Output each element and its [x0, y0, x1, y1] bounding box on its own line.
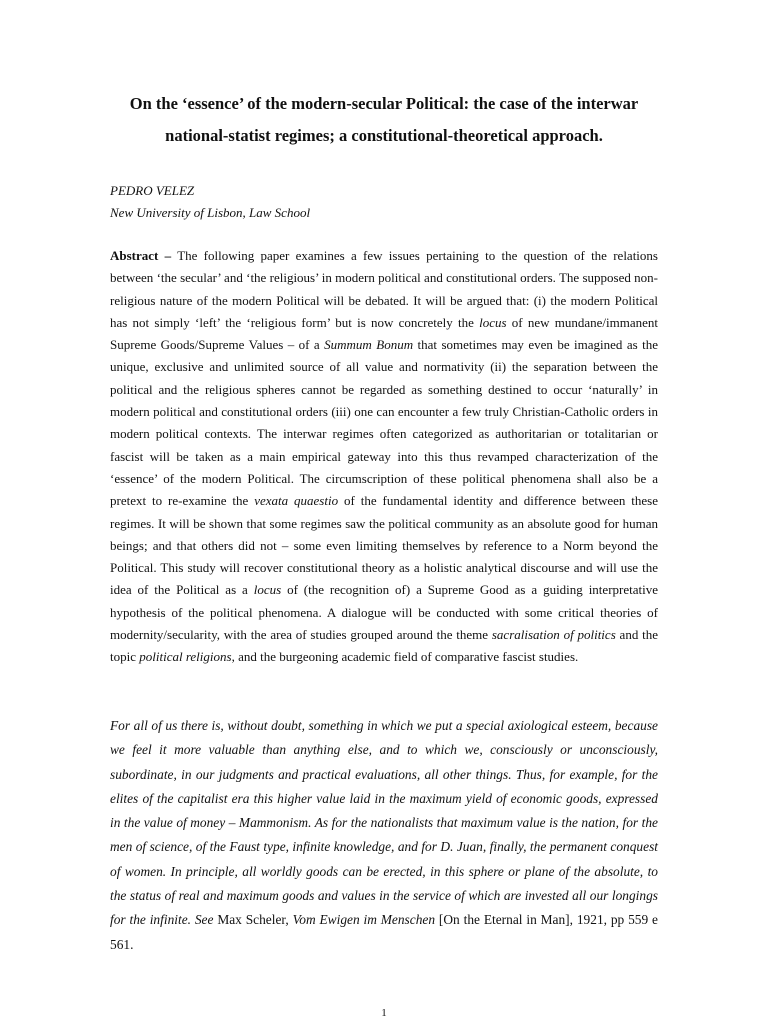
abstract-text: The following paper examines a few issues pertaining to the question of the relations between ‘the secular’ and ‘the religious’ in modern political and constitutional orders. The supposed non-religious nature of the modern Political will be debated. It will be argued that: (i) the modern Political has not simply ‘left’ the ‘religious form’ but is now concretely the: [110, 248, 658, 330]
epigraph-quote: [110, 714, 658, 957]
abstract-text: of new mundane/immanent Supreme Goods/Supreme Values – of a: [110, 314, 658, 353]
abstract: [110, 245, 658, 669]
abstract-emphasis: locus: [253, 582, 282, 598]
author-name: PEDRO VELEZ: [110, 183, 195, 198]
abstract-emphasis: Summum Bonum: [324, 337, 414, 353]
abstract-text: and the topic: [110, 627, 658, 665]
abstract-text: of the fundamental identity and difference between these regimes. It will be shown that some regimes saw the political community as an absolute good for human beings; and that others did not – some even limiting themselves by reference to a Norm beyond the Political. This study will recover constitutional theory as a holistic analytical discourse and will use the idea of the Political as a: [110, 493, 658, 598]
paper-title: On the ‘essence’ of the modern-secular Political: the case of the interwar national-statist regimes; a constitutional-theoretical approach.: [129, 94, 639, 145]
abstract-text: that sometimes may even be imagined as the unique, exclusive and unlimited source of all value and normativity (ii) the separation between the political and the religious spheres cannot be regarded as something destined to occur ‘naturally’ in modern political and constitutional orders (iii) one can encounter a few truly Christian-Catholic orders in modern political contexts. The interwar regimes often categorized as authoritarian or totalitarian or fascist will be taken as a main empirical gateway into this thus revamped characterization of the ‘essence’ of the modern Political. The circumscription of these political phenomena shall also be a pretext to re-examine the: [110, 337, 658, 509]
abstract-label: Abstract –: [110, 248, 172, 263]
abstract-emphasis: sacralisation of politics: [491, 627, 616, 643]
epigraph-citation: [On the Eternal in Man], 1921, pp 559 e 561.: [110, 912, 658, 952]
abstract-text: , and the burgeoning academic field of comparative fascist studies.: [231, 649, 579, 665]
abstract-emphasis: political religions: [139, 649, 232, 665]
epigraph-author: Max Scheler,: [213, 912, 293, 928]
author-affiliation: New University of Lisbon, Law School: [110, 205, 311, 220]
abstract-emphasis: vexata quaestio: [254, 493, 339, 509]
abstract-emphasis: locus: [479, 314, 507, 330]
epigraph-text: For all of us there is, without doubt, something in which we put a special axiological esteem, because we feel it more valuable than anything else, and to which we, consciously or unconsciously, subordinate, in our judgments and practical evaluations, all other things. Thus, for example, for the elites of the capitalist era this higher value laid in the maximum yield of economic goods, expressed in the value of money – Mammonism. As for the nationalists that maximum value is the nation, for the men of science, of the Faust type, infinite knowledge, and for D. Juan, finally, the permanent conquest of women. In principle, all worldly goods can be erected, in this sphere or plane of the absolute, to the status of real and maximum goods and values in the service of which are invested all our longings for the infinite. See: [110, 718, 658, 928]
epigraph-work-title: Vom Ewigen im Menschen: [292, 912, 436, 928]
page-number: 1: [381, 1007, 387, 1019]
abstract-text: of (the recognition of) a Supreme Good as a guiding interpretative hypothesis of the political phenomena. A dialogue will be conducted with some critical theories of modernity/secularity, with the area of studies grouped around the theme: [110, 582, 658, 643]
